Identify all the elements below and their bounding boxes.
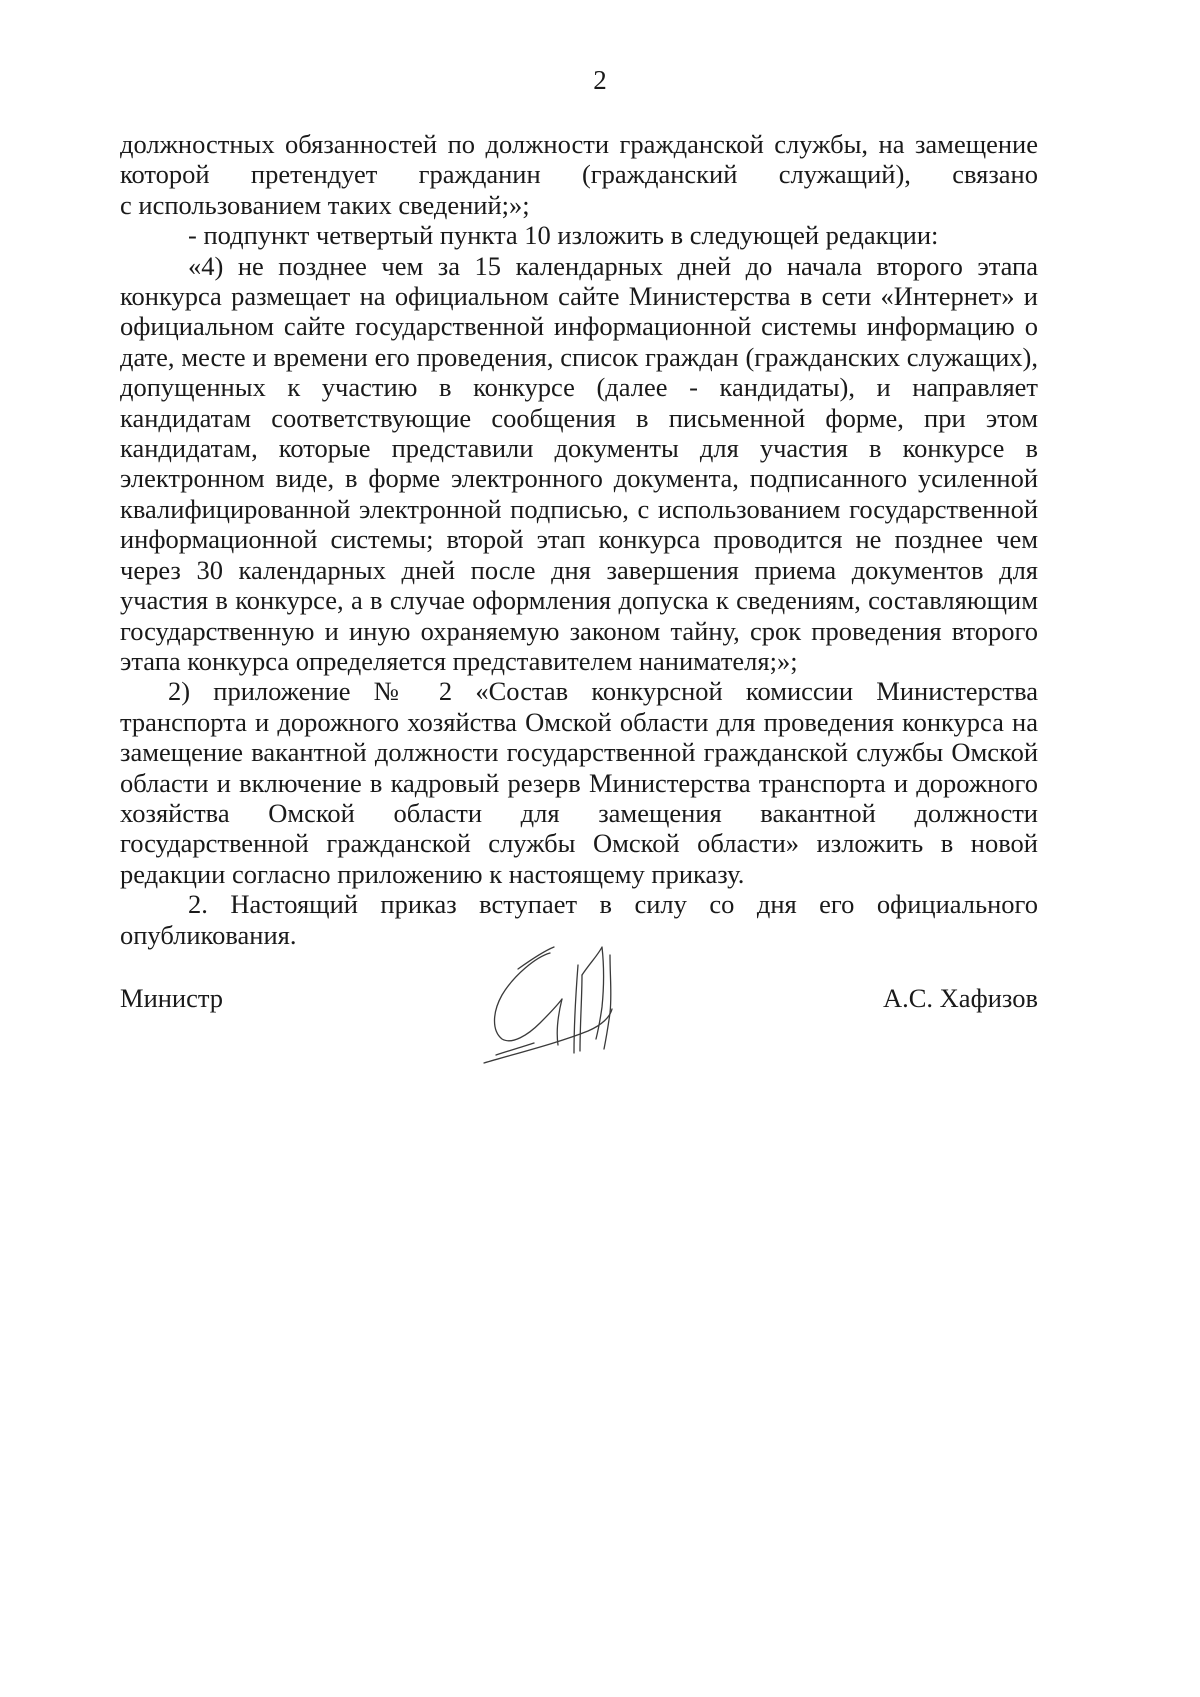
paragraph-effective-date: 2. Настоящий приказ вступает в силу со дня его официального опубликования. bbox=[120, 889, 1038, 950]
paragraph-subclause-intro: - подпункт четвертый пункта 10 изложить в следующей редакции: bbox=[188, 220, 939, 251]
paragraph-continuation-end: с использованием таких сведений;»; bbox=[120, 189, 530, 220]
signatory-name: А.С. Хафизов bbox=[882, 983, 1038, 1013]
paragraph-continuation: должностных обязанностей по должности гражданской службы, на замещение которой претендует гражданин (гражданский служащий), связано bbox=[120, 129, 1038, 190]
signatory-title: Министр bbox=[120, 983, 224, 1013]
handwritten-signature bbox=[478, 935, 648, 1070]
paragraph-subclause-4: «4) не позднее чем за 15 календарных дней до начала второго этапа конкурса размещает на официальном сайте Министерства в сети «Интернет» и официальном сайте государственной информационной системы информацию о дате, месте и времени его проведения, список граждан (гражданских служащих), допущенных к участию в конкурсе (далее - кандидаты), и направляет кандидатам соответствующие сообщения в письменной форме, при этом кандидатам, которые представили документы для участия в конкурсе в электронном виде, в форме электронного документа, подписанного усиленной квалифицированной электронной подписью, с использованием государственной информационной системы; второй этап конкурса проводится не позднее чем через 30 календарных дней после дня завершения приема документов для участия в конкурсе, а в случае оформления допуска к сведениям, составляющим государственную и иную охраняемую законом тайну, срок проведения второго этапа конкурса определяется представителем нанимателя;»; bbox=[120, 250, 1038, 676]
page-number: 2 bbox=[593, 65, 607, 95]
paragraph-item-2: 2) приложение № 2 «Состав конкурсной комиссии Министерства транспорта и дорожного хозяйства Омской области для проведения конкурса на замещение вакантной должности государственной гражданской службы Омской области и включение в кадровый резерв Министерства транспорта и дорожного хозяйства Омской области для замещения вакантной должности государственной гражданской службы Омской области» изложить в новой редакции согласно приложению к настоящему приказу. bbox=[120, 676, 1038, 889]
document-body bbox=[120, 129, 1038, 950]
